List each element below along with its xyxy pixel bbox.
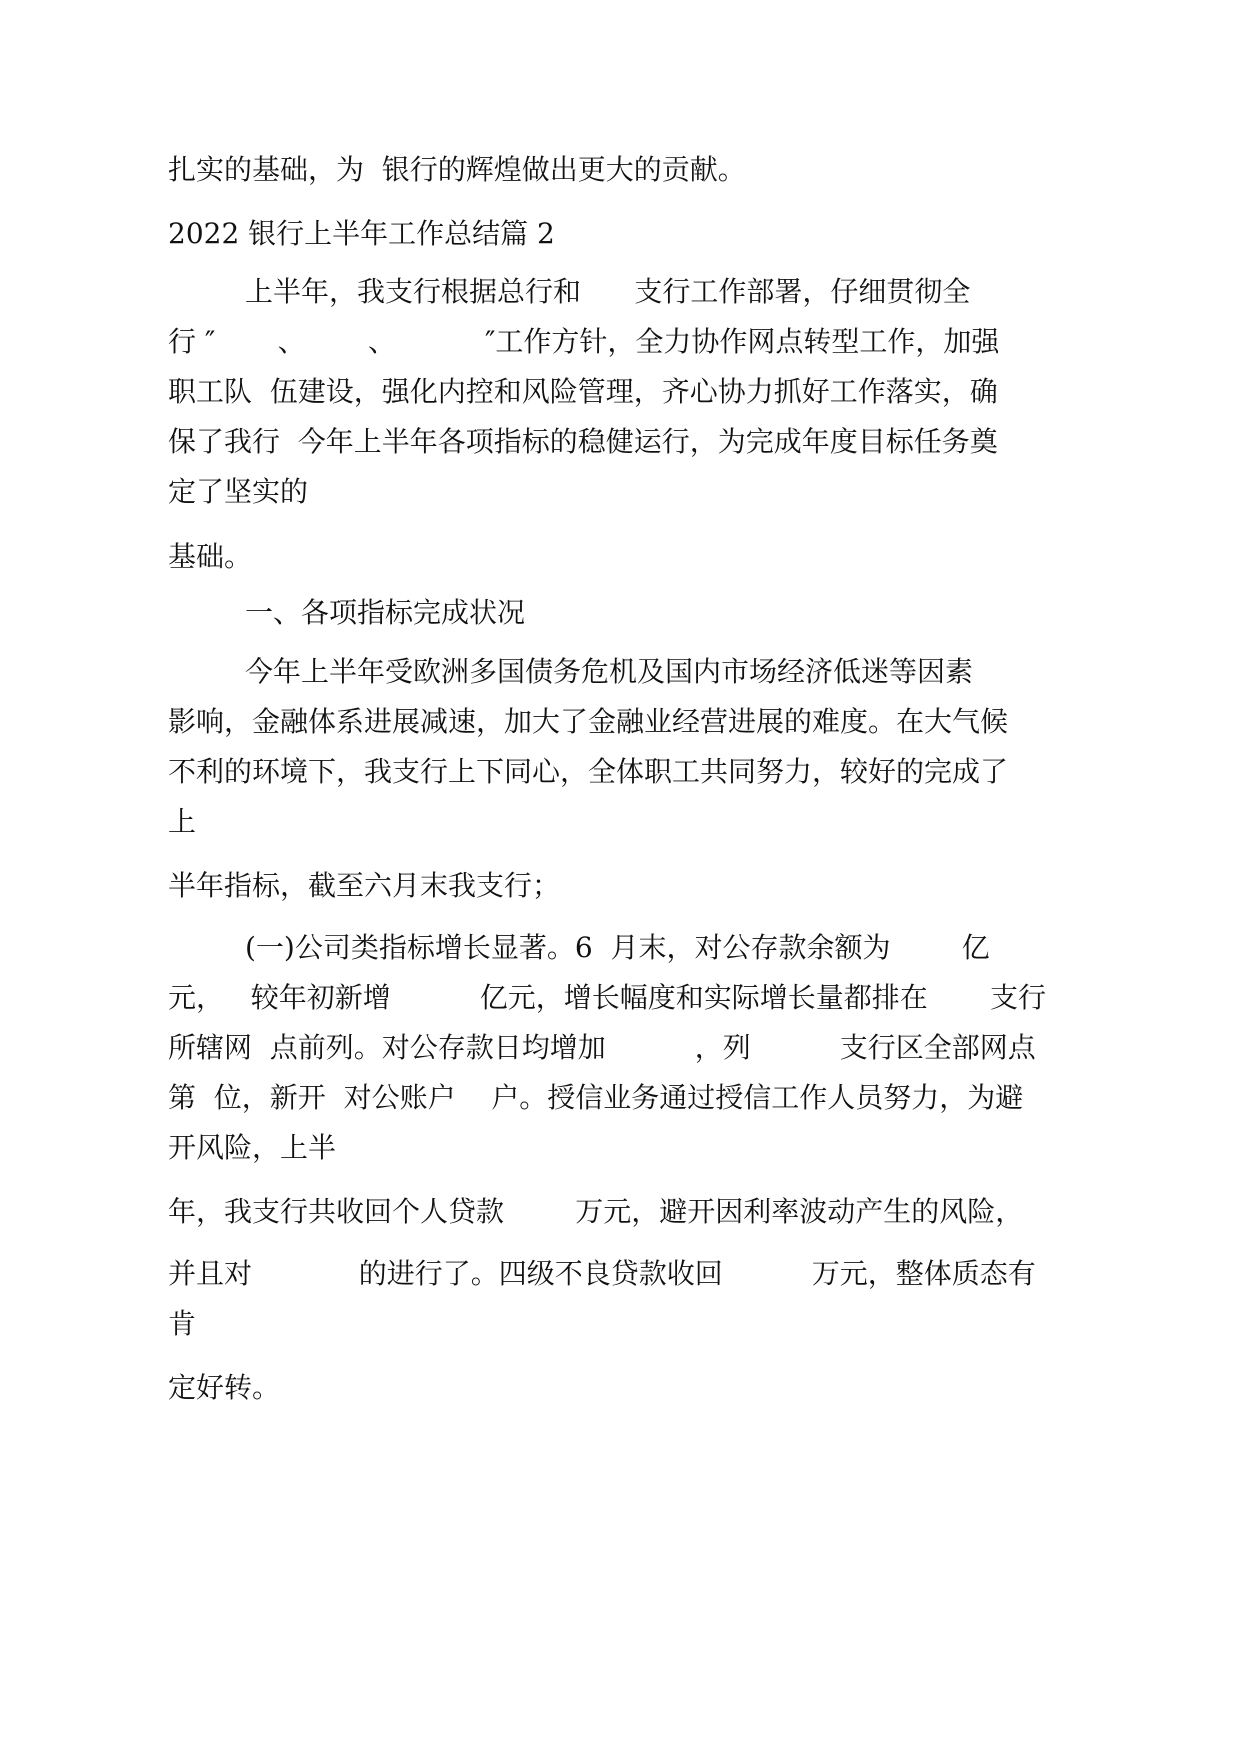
paragraph-3-line-9: 定好转。 bbox=[168, 1371, 281, 1404]
paragraph-3-line-7: 并且对 的进行了。四级不良贷款收回 万元，整体质态有 bbox=[168, 1257, 1036, 1290]
paragraph-3-line-6: 年，我支行共收回个人贷款 万元，避开因利率波动产生的风险， bbox=[168, 1195, 1024, 1228]
paragraph-3-line-2: 元， 较年初新增 亿元，增长幅度和实际增长量都排在 支行 bbox=[168, 981, 1047, 1014]
paragraph-3-line-1: (一)公司类指标增长显著。6 月末，对公存款余额为 亿 bbox=[245, 931, 990, 964]
paragraph-2-line-1: 今年上半年受欧洲多国债务危机及国内市场经济低迷等因素 bbox=[245, 655, 974, 688]
text-line-1: 扎实的基础，为 银行的辉煌做出更大的贡献。 bbox=[168, 153, 746, 186]
paragraph-line-2: 行 ″ 、 、 ″工作方针，全力协作网点转型工作，加强 bbox=[168, 325, 1000, 358]
subsection-heading: 一、各项指标完成状况 bbox=[245, 596, 526, 629]
paragraph-line-4: 保了我行 今年上半年各项指标的稳健运行，为完成年度目标任务奠 bbox=[168, 425, 998, 458]
paragraph-3-line-3: 所辖网 点前列。对公存款日均增加 ，列 支行区全部网点 bbox=[168, 1031, 1036, 1064]
paragraph-2-line-4: 上 bbox=[168, 805, 197, 838]
paragraph-line-1: 上半年，我支行根据总行和 支行工作部署，仔细贯彻全 bbox=[245, 275, 971, 308]
paragraph-3-line-8: 肯 bbox=[168, 1307, 197, 1340]
paragraph-2-line-5: 半年指标，截至六月末我支行； bbox=[168, 869, 561, 902]
paragraph-line-3: 职工队 伍建设，强化内控和风险管理，齐心协力抓好工作落实，确 bbox=[168, 375, 998, 408]
paragraph-3-line-4: 第 位，新开 对公账户 户。授信业务通过授信工作人员努力，为避 bbox=[168, 1081, 1024, 1114]
paragraph-line-6: 基础。 bbox=[168, 540, 253, 573]
section-heading: 2022 银行上半年工作总结篇 2 bbox=[168, 217, 555, 250]
paragraph-2-line-2: 影响，金融体系进展减速，加大了金融业经营进展的难度。在大气候 bbox=[168, 705, 1009, 738]
paragraph-3-line-5: 开风险，上半 bbox=[168, 1131, 337, 1164]
paragraph-2-line-3: 不利的环境下，我支行上下同心，全体职工共同努力，较好的完成了 bbox=[168, 755, 1009, 788]
paragraph-line-5: 定了坚实的 bbox=[168, 475, 309, 508]
